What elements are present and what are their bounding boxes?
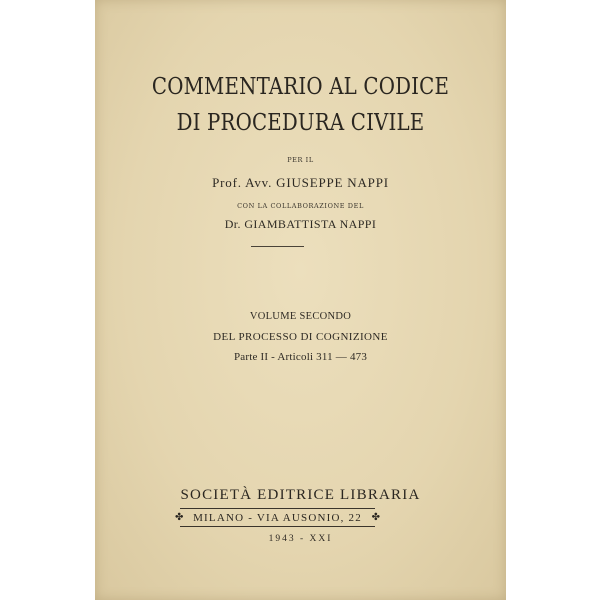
ornament-left-icon: ✤ xyxy=(175,512,184,523)
publisher-name: SOCIETÀ EDITRICE LIBRARIA xyxy=(180,487,421,503)
per-il-label: PER IL xyxy=(287,156,314,164)
publisher-rule-top xyxy=(180,508,375,509)
publisher-address: MILANO - VIA AUSONIO, 22 xyxy=(193,512,362,524)
volume-part: Parte II - Articoli 311 — 473 xyxy=(233,351,368,363)
publication-year: 1943 - XXI xyxy=(268,534,333,544)
collaboration-label: CON LA COLLABORAZIONE DEL xyxy=(237,202,364,210)
divider-rule xyxy=(251,246,304,247)
publisher-address-row xyxy=(175,510,380,526)
ornament-right-icon: ✤ xyxy=(371,512,380,523)
book-title-line-1: COMMENTARIO AL CODICE xyxy=(151,74,450,100)
book-title-line-2: DI PROCEDURA CIVILE xyxy=(176,110,425,136)
volume-subtitle: DEL PROCESSO DI COGNIZIONE xyxy=(213,331,388,343)
author-name: Prof. Avv. GIUSEPPE NAPPI xyxy=(212,175,389,190)
volume-label: VOLUME SECONDO xyxy=(249,311,352,322)
collaborator-name: Dr. GIAMBATTISTA NAPPI xyxy=(224,217,377,231)
publisher-rule-bottom xyxy=(180,526,375,527)
title-page xyxy=(95,0,506,600)
